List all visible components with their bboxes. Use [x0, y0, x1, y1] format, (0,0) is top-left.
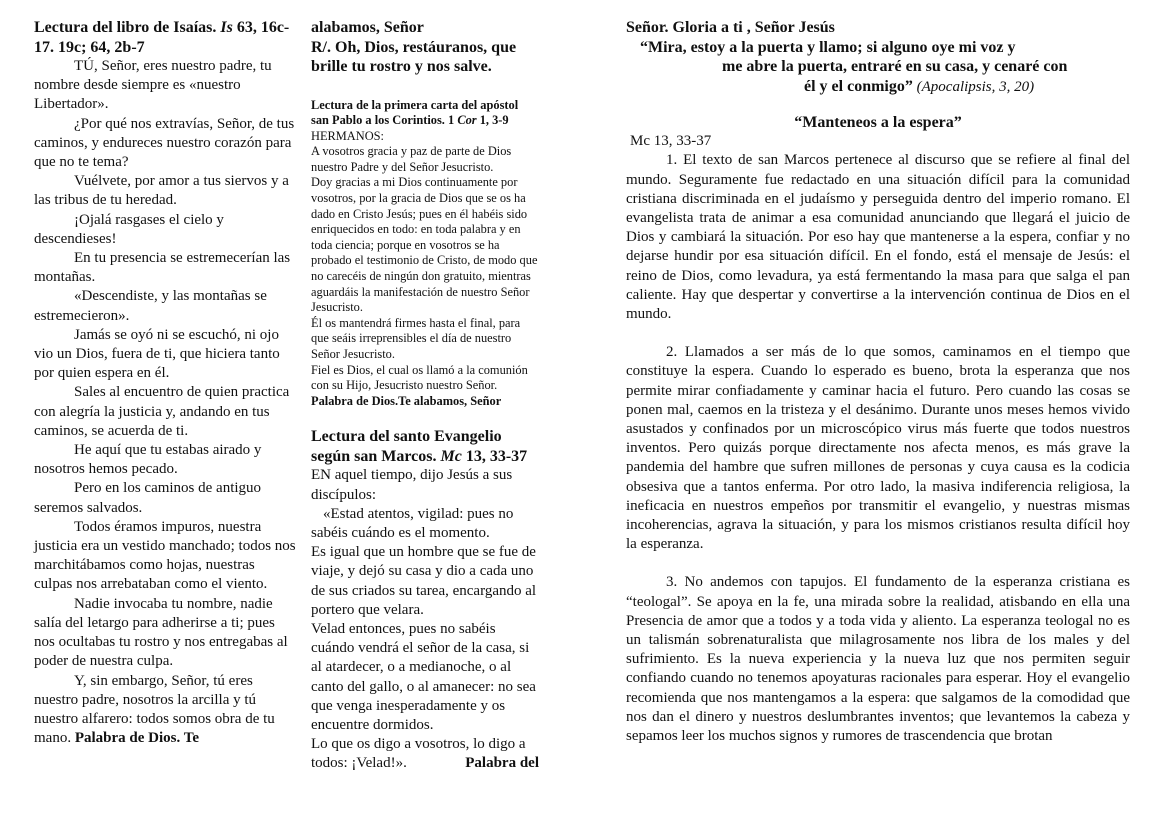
- reading2-paragraph: Él os mantendrá firmes hasta el final, para que seáis irreprensibles el día de nuestro Señor Jesucristo.: [311, 315, 521, 361]
- column-isaias: [34, 18, 296, 748]
- column-readings: [311, 18, 539, 774]
- reading1-close: Palabra de Dios. Te: [74, 730, 200, 747]
- commentary-paragraph: 3. No andemos con tapujos. El fundamento de la esperanza cristiana es “teologal”. Se apoya en la fe, una mirada sobre la realidad, atisbando en ella una Presencia de amor que a todos y a toda vida y aliento. La esperanza teologal no es un talismán sobrenaturalista que milagrosamente nos libra de los males y del sufrimiento. Es la nueva experiencia y la nueva luz que nos permiten seguir confiando cuando no tenemos apoyaturas racionales para esperar. Hoy el evangelio recomienda que nos mantengamos a la espera: que salgamos de la comodidad que nos dan el dinero y nuestros deslumbrantes inventos; que levantemos la cabeza y sepamos leer los muchos signos y rumores de trascendencia que brotan: [626, 574, 1130, 745]
- reading1-paragraph: En tu presencia se estremecerían las montañas.: [34, 250, 291, 286]
- reading1-last-paragraph: [34, 672, 296, 749]
- gospel-paragraph: EN aquel tiempo, dijo Jesús a sus discípulos:: [311, 467, 513, 503]
- reading2-title-text: Lectura de la primera carta del apóstol san Pablo a los Corintios. 1: [311, 97, 519, 128]
- reading1-paragraph: «Descendiste, y las montañas se estremecieron».: [34, 288, 267, 324]
- reading2-title: [311, 98, 539, 129]
- commentary-paragraph: 1. El texto de san Marcos pertenece al discurso que se refiere al final del mundo. Seguramente fue redactado en una situación difícil para la comunidad cristiana discriminada en el judaísmo y perseguida dentro del imperio romano. El evangelista trata de animar a esa comunidad anunciando que llegará el juicio de Dios y cambiará la situación. Por eso hay que mantenerse a la espera, confiar y no dejarse hundir por esa situación difícil. En el fondo, está el mensaje de Jesús: el reino de Dios, como levadura, ya está fermentando la masa para que salga el pan caliente. Hay que despertar y convertirse a la intervención continua de Dios en el mundo.: [626, 152, 1130, 323]
- gospel-body: [311, 466, 539, 773]
- reading1-close-continuation: alabamos, Señor: [311, 19, 424, 36]
- reading1-title-text: Lectura del libro de Isaías.: [34, 19, 217, 36]
- reading1-last-text: Y, sin embargo, Señor, tú eres nuestro padre, nosotros la arcilla y tú nuestro alfarero: todos somos obra de tu mano.: [34, 672, 275, 747]
- reading1-paragraph: Vuélvete, por amor a tus siervos y a las tribus de tu heredad.: [34, 173, 289, 209]
- gospel-cite: 13, 33-37: [465, 447, 528, 465]
- reading2-paragraph: Doy gracias a mi Dios continuamente por vosotros, por la gracia de Dios que se os ha dado en Cristo Jesús; pues en él habéis sido enriquecidos en todo: en toda palabra y en toda ciencia; porque en vosotros se ha probado el testimonio de Cristo, de modo que no carecéis de ningún don gratuito, mientras aguardáis la manifestación de nuestro Señor Jesucristo.: [311, 175, 538, 315]
- reading1-body: [34, 57, 296, 672]
- commentary-heading: “Manteneos a la espera”: [794, 113, 962, 131]
- reading1-paragraph: TÚ, Señor, eres nuestro padre, tu nombre desde siempre es «nuestro Libertador».: [34, 58, 272, 113]
- column-commentary: [626, 18, 1130, 746]
- quote-line-2: me abre la puerta, entraré en su casa, y cenaré con: [722, 58, 1068, 75]
- reading1-paragraph: Jamás se oyó ni se escuchó, ni ojo vio un Dios, fuera de ti, que hiciera tanto por quien espera en él.: [34, 326, 280, 382]
- commentary-body: [626, 151, 1130, 746]
- reading1-paragraph: Nadie invocaba tu nombre, nadie salía del letargo para adherirse a ti; pues nos ocultabas tu rostro y nos entregabas al poder de nuestra culpa.: [34, 595, 288, 670]
- reading1-cite: 63, 16c-17. 19c; 64, 2b-7: [34, 19, 290, 56]
- quote-line-1: “Mira, estoy a la puerta y llamo; si alguno oye mi voz y: [640, 38, 1016, 56]
- gospel-title: [311, 427, 539, 466]
- reading1-paragraph: Pero en los caminos de antiguo seremos salvados.: [34, 480, 262, 516]
- gospel-close: Palabra del: [465, 755, 539, 772]
- reading1-paragraph: Sales al encuentro de quien practica con alegría la justicia y, andando en tus caminos, se acuerda de ti.: [34, 384, 290, 439]
- quote-line-3: [626, 77, 1130, 97]
- commentary-ref: Mc 13, 33-37: [630, 133, 712, 150]
- gospel-title-text: Lectura del santo Evangelio según san Marcos.: [311, 428, 502, 465]
- reading1-paragraph: ¿Por qué nos extravías, Señor, de tus caminos, y endureces nuestro corazón para que no te tema?: [34, 115, 295, 171]
- reading2-cite: 1, 3-9: [479, 113, 509, 128]
- reading2-close: Palabra de Dios.Te alabamos, Señor: [311, 393, 502, 408]
- commentary-paragraph: 2. Llamados a ser más de lo que somos, caminamos en el tiempo que constituye la espera. Cuando lo esperado es bueno, brota la esperanza que nos permite mirar confiadamente y caminar hacia el futuro. Pero cuando las cosas se ponen mal, caemos en la tristeza y el desánimo. Durante unos meses hemos vivido asustados y confinados por un microscópico virus más fuerte que todos nuestros inventos. Pero quizás porque directamente nos afecta menos, es más grave la pandemia del hambre que sufren millones de personas y cuya causa es la codicia obsesiva que a tantos enferma. Por otro lado, la masiva indiferencia religiosa, la ineficacia en nuestros empeños por transmitir el evangelio, y nuestras mismas incoherencias, agrava la situación, y para los mismos cristianos resulta difícil hoy la esperanza.: [626, 344, 1130, 553]
- gospel-paragraph: Velad entonces, pues no sabéis cuándo vendrá el señor de la casa, si al atardecer, o a medianoche, o al canto del gallo, o al amanecer: no sea que venga inesperadamente y os encuentre dormidos.: [311, 621, 536, 734]
- reading1-paragraph: Todos éramos impuros, nuestra justicia era un vestido manchado; todos nos marchitábamos como hojas, nuestras culpas nos arrebataban como el viento.: [34, 518, 296, 593]
- gospel-ref: Mc: [440, 447, 462, 465]
- gospel-acclamation: Señor. Gloria a ti , Señor Jesús: [626, 19, 835, 36]
- reading2-body: [311, 129, 539, 394]
- reading1-ref: Is: [220, 19, 233, 36]
- quote-ref: (Apocalipsis, 3, 20): [916, 78, 1035, 95]
- reading1-paragraph: He aquí que tu estabas airado y nosotros hemos pecado.: [34, 442, 262, 478]
- reading2-paragraph: Fiel es Dios, el cual os llamó a la comunión con su Hijo, Jesucristo nuestro Señor.: [311, 362, 528, 393]
- reading2-ref: Cor: [457, 113, 477, 128]
- reading1-paragraph: ¡Ojalá rasgases el cielo y descendieses!: [34, 211, 224, 247]
- reading2-paragraph: A vosotros gracia y paz de parte de Dios nuestro Padre y del Señor Jesucristo.: [311, 144, 512, 174]
- gospel-paragraph: Lo que os digo a vosotros, lo digo a todos: ¡Velad!».: [311, 736, 526, 772]
- reading2-paragraph: HERMANOS:: [311, 128, 384, 143]
- psalm-response: R/. Oh, Dios, restáuranos, que brille tu rostro y nos salve.: [311, 38, 517, 75]
- gospel-paragraph: Es igual que un hombre que se fue de viaje, y dejó su casa y dio a cada uno de sus criados su tarea, encargando al portero que velara.: [311, 544, 537, 618]
- quote-line-3-text: él y el conmigo”: [804, 77, 913, 95]
- reading1-title: [34, 18, 296, 57]
- gospel-paragraph: «Estad atentos, vigilad: pues no sabéis cuándo es el momento.: [311, 505, 514, 541]
